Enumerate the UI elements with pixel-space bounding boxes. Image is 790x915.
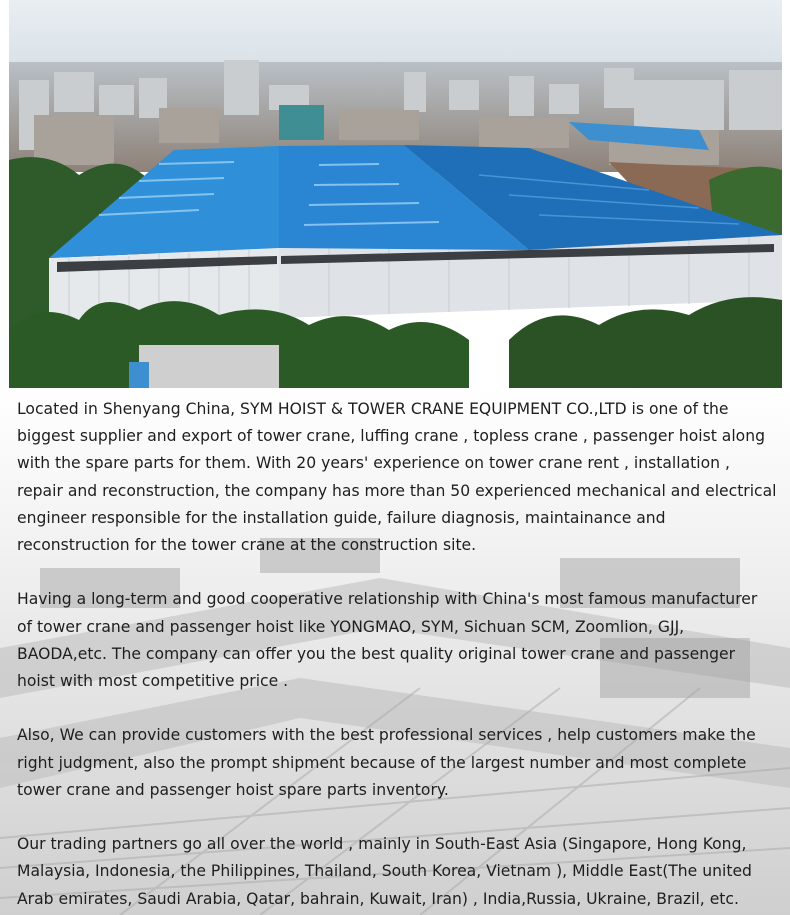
partners-manufacturers-paragraph: Having a long-term and good cooperative relationship with China's most famous manufacturer of tower crane and passenger hoist like YONGMAO, SYM, Sichuan SCM, Zoomlion, GJJ, BAODA,etc. The company can offer you the best quality original tower crane and passenger hoist with most competitive price . <box>17 590 758 691</box>
company-description <box>17 396 777 915</box>
description-section <box>0 388 790 915</box>
services-paragraph: Also, We can provide customers with the best professional services , help customers make the right judgment, also the prompt shipment because of the largest number and most complete tower crane and passenger hoist spare parts inventory. <box>17 726 756 799</box>
intro-paragraph: Located in Shenyang China, SYM HOIST & TOWER CRANE EQUIPMENT CO.,LTD is one of the biggest supplier and export of tower crane, luffing crane , topless crane , passenger hoist along with the spare parts for them. With 20 years' experience on tower crane rent , installation , repair and reconstruction, the company has more than 50 experienced mechanical and electrical engineer responsible for the installation guide, failure diagnosis, maintainance and reconstruction for the tower crane at the construction site. <box>17 400 777 555</box>
factory-aerial-photo <box>9 0 782 388</box>
trading-partners-paragraph: Our trading partners go all over the world , mainly in South-East Asia (Singapore, Hong Kong, Malaysia, Indonesia, the Philippines, Thailand, South Korea, Vietnam ), Middle East(The united Arab emirates, Saudi Arabia, Qatar, bahrain, Kuwait, Iran) , India,Russia, Ukraine, Brazil, etc. <box>17 835 752 908</box>
